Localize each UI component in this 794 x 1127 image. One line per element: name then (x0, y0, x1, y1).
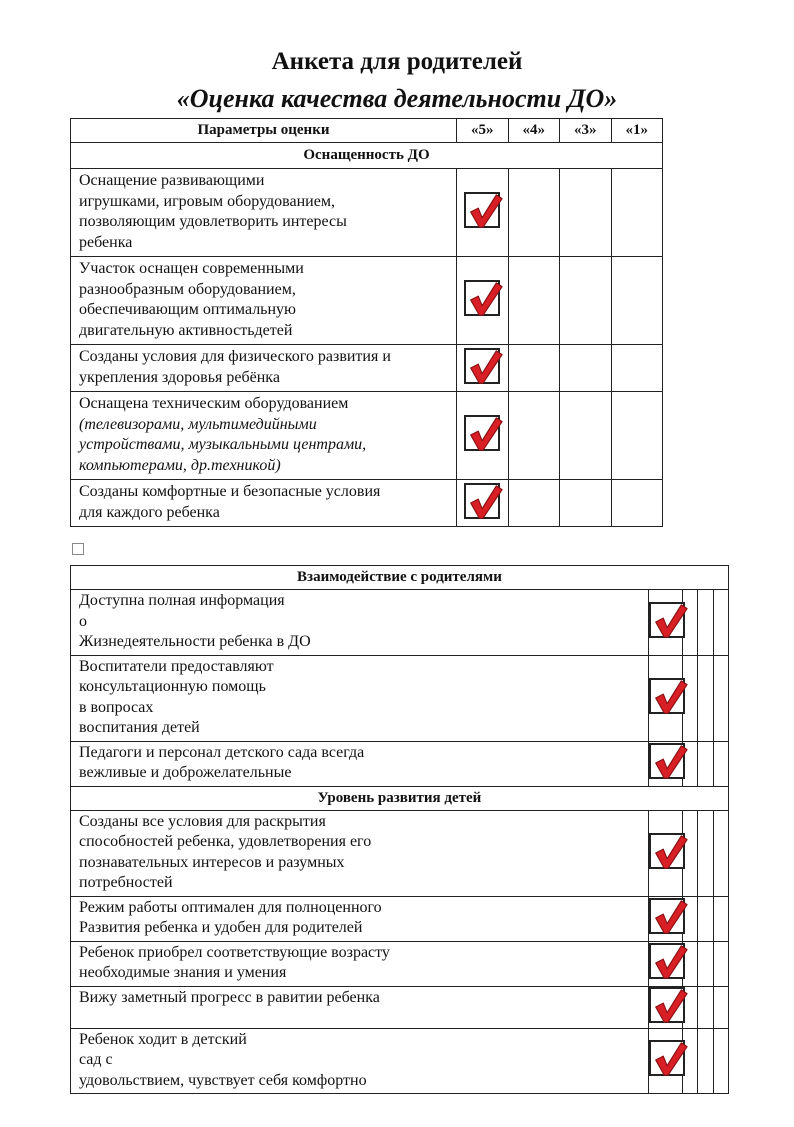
parameter-cell (71, 1028, 649, 1094)
table-row (71, 345, 663, 392)
parameter-text-line: Оснащена техническим оборудованием (79, 395, 349, 412)
parameter-text-line: для каждого ребенка (79, 503, 220, 521)
score-cell-3[interactable] (560, 257, 612, 345)
parameter-cell (71, 590, 649, 656)
score-cell-3[interactable] (698, 810, 713, 896)
parameter-text-line: о (79, 612, 87, 630)
red-checkmark-icon (650, 833, 688, 871)
parameter-text-line: Созданы условия для физического развития и (79, 348, 391, 365)
empty-checkbox-icon (72, 543, 84, 555)
parameter-text-line: в вопросах (79, 698, 154, 716)
parameter-text (79, 943, 451, 984)
red-checkmark-icon (465, 415, 503, 453)
parameter-text-line: необходимые знания и умения (79, 964, 287, 981)
score-cell-5[interactable] (457, 480, 509, 527)
red-checkmark-icon (650, 678, 688, 716)
parameter-text-line: способностей ребенка, удовлетворения его (79, 833, 372, 850)
score-cell-4[interactable] (508, 345, 560, 392)
score-5-checkbox[interactable] (464, 483, 500, 519)
score-cell-3[interactable] (698, 741, 713, 786)
score-cell-1[interactable] (713, 810, 728, 896)
parameter-text-line: Ребенок ходит в детский (79, 1030, 247, 1048)
parameter-text-line: воспитания детей (79, 719, 200, 736)
parameter-text (79, 1030, 451, 1092)
red-checkmark-icon (465, 192, 503, 230)
parameter-text-line: игрушками, игровым оборудованием, (79, 192, 335, 210)
score-5-checkbox[interactable] (649, 987, 685, 1023)
parameter-text-line: Режим работы оптимален для полноценного (79, 898, 382, 916)
parameter-text (79, 988, 451, 1009)
score-cell-1[interactable] (611, 169, 663, 257)
score-cell-5[interactable] (649, 896, 683, 941)
parameter-text-line: Созданы все условия для раскрытия (79, 812, 326, 830)
section-row (71, 786, 729, 810)
score-cell-5[interactable] (649, 590, 683, 656)
score-cell-5[interactable] (649, 986, 683, 1028)
score-cell-5[interactable] (649, 1028, 683, 1094)
section-row (71, 566, 729, 590)
score-5-checkbox[interactable] (464, 192, 500, 228)
score-5-checkbox[interactable] (464, 415, 500, 451)
table-row (71, 896, 729, 941)
header-score-5: «5» (457, 119, 509, 143)
score-cell-3[interactable] (560, 480, 612, 527)
parameter-text (79, 743, 451, 784)
parameter-cell (71, 655, 649, 741)
parameter-text-line: потребностей (79, 874, 173, 891)
table-row (71, 590, 729, 656)
score-cell-3[interactable] (560, 169, 612, 257)
score-cell-3[interactable] (560, 345, 612, 392)
red-checkmark-icon (650, 987, 688, 1025)
parameter-text-line: Доступна полная информация (79, 592, 285, 609)
parameter-text (79, 812, 451, 894)
parameter-text-line: Участок оснащен современными (79, 260, 304, 277)
score-cell-5[interactable] (649, 941, 683, 986)
score-cell-1[interactable] (611, 345, 663, 392)
parameter-text-line: Оснащение развивающими (79, 172, 265, 189)
score-cell-4[interactable] (508, 257, 560, 345)
parameter-text-line: сад с (79, 1051, 113, 1068)
parameter-text-line: консультационную помощь (79, 678, 266, 695)
parameter-text-line: устройствами, музыкальными центрами, (79, 436, 367, 453)
page-title: Анкета для родителей (271, 48, 523, 75)
score-5-checkbox[interactable] (649, 898, 685, 934)
red-checkmark-icon (650, 1040, 688, 1078)
table-row (71, 941, 729, 986)
score-cell-1[interactable] (713, 986, 728, 1028)
score-cell-1[interactable] (611, 480, 663, 527)
page-subtitle: «Оценка качества деятельности ДО» (176, 84, 618, 113)
score-cell-4[interactable] (508, 392, 560, 480)
score-cell-1[interactable] (713, 896, 728, 941)
score-5-checkbox[interactable] (649, 602, 685, 638)
table-row (71, 392, 663, 480)
score-cell-3[interactable] (698, 896, 713, 941)
parameter-text (79, 591, 451, 653)
score-cell-5[interactable] (649, 810, 683, 896)
score-5-checkbox[interactable] (649, 743, 685, 779)
parameter-text-line: Жизнедеятельности ребенка в ДО (79, 633, 311, 650)
score-cell-5[interactable] (457, 392, 509, 480)
parameter-text-line: (телевизорами, мультимедийными (79, 415, 317, 433)
red-checkmark-icon (465, 483, 503, 521)
score-cell-3[interactable] (560, 392, 612, 480)
score-5-checkbox[interactable] (464, 280, 500, 316)
header-score-3: «3» (560, 119, 612, 143)
parameter-text-line: позволяющим удовлетворить интересы (79, 213, 347, 230)
parameter-text-line: обеспечивающим оптимальную (79, 301, 296, 318)
table-row (71, 480, 663, 527)
header-score-4: «4» (508, 119, 560, 143)
red-checkmark-icon (650, 602, 688, 640)
score-cell-4[interactable] (508, 169, 560, 257)
table-row (71, 810, 729, 896)
parameter-text-line: двигательную активностьдетей (79, 321, 293, 339)
section-heading-equipment: Оснащенность ДО (71, 143, 663, 169)
parameter-text-line: Воспитатели предоставляют (79, 657, 274, 675)
parameter-cell (71, 480, 457, 527)
header-parameters: Параметры оценки (71, 119, 457, 143)
score-cell-3[interactable] (698, 986, 713, 1028)
header-score-1: «1» (611, 119, 663, 143)
parameter-cell (71, 941, 649, 986)
red-checkmark-icon (650, 943, 688, 981)
score-cell-1[interactable] (713, 941, 728, 986)
score-5-checkbox[interactable] (649, 1040, 685, 1076)
table-row (71, 257, 663, 345)
parameter-cell (71, 392, 457, 480)
parameter-cell (71, 257, 457, 345)
parameter-text-line: Созданы комфортные и безопасные условия (79, 483, 381, 500)
table-row (71, 655, 729, 741)
parameter-text-line: удовольствием, чувствует себя комфортно (79, 1071, 367, 1089)
score-cell-3[interactable] (698, 655, 713, 741)
score-cell-3[interactable] (698, 590, 713, 656)
score-cell-5[interactable] (457, 169, 509, 257)
section-heading-development: Уровень развития детей (71, 786, 729, 810)
red-checkmark-icon (650, 898, 688, 936)
score-cell-5[interactable] (649, 655, 683, 741)
parameter-cell (71, 345, 457, 392)
parameter-text-line: Вижу заметный прогресс в равитии ребенка (79, 988, 380, 1006)
parameter-text (79, 898, 451, 939)
score-cell-1[interactable] (713, 1028, 728, 1094)
parameter-cell (71, 169, 457, 257)
score-cell-5[interactable] (457, 257, 509, 345)
parameter-text-line: Педагоги и персонал детского сада всегда (79, 743, 365, 761)
parameter-cell (71, 986, 649, 1028)
score-cell-3[interactable] (698, 941, 713, 986)
section-heading-parents: Взаимодействие с родителями (71, 566, 729, 590)
parameter-text-line: ребенка (79, 233, 133, 251)
parameter-cell (71, 810, 649, 896)
score-cell-1[interactable] (713, 655, 728, 741)
table-row (71, 169, 663, 257)
parameter-text-line: укрепления здоровья ребёнка (79, 368, 280, 386)
table-row (71, 986, 729, 1028)
score-cell-4[interactable] (508, 480, 560, 527)
parameter-text (79, 657, 451, 739)
score-5-checkbox[interactable] (649, 678, 685, 714)
parameter-text-line: познавательных интересов и разумных (79, 853, 345, 871)
assessment-table-equipment (70, 118, 663, 527)
assessment-table-parents-and-development (70, 565, 729, 1094)
parameter-cell (71, 741, 649, 786)
parameter-text-line: разнообразным оборудованием, (79, 280, 296, 298)
parameter-cell (71, 896, 649, 941)
parameter-text-line: компьютерами, др.техникой) (79, 456, 281, 474)
score-cell-1[interactable] (713, 590, 728, 656)
score-cell-5[interactable] (457, 345, 509, 392)
score-cell-5[interactable] (649, 741, 683, 786)
score-5-checkbox[interactable] (649, 833, 685, 869)
parameter-text-line: вежливые и доброжелательные (79, 764, 292, 781)
parameter-text-line: Ребенок приобрел соответствующие возрасту (79, 943, 390, 961)
red-checkmark-icon (465, 280, 503, 318)
score-cell-3[interactable] (698, 1028, 713, 1094)
table-row (71, 1028, 729, 1094)
table-row (71, 741, 729, 786)
red-checkmark-icon (650, 743, 688, 781)
red-checkmark-icon (465, 348, 503, 386)
score-5-checkbox[interactable] (649, 943, 685, 979)
score-5-checkbox[interactable] (464, 348, 500, 384)
score-cell-1[interactable] (611, 257, 663, 345)
score-cell-1[interactable] (611, 392, 663, 480)
score-cell-1[interactable] (713, 741, 728, 786)
parameter-text-line: Развития ребенка и удобен для родителей (79, 919, 363, 936)
